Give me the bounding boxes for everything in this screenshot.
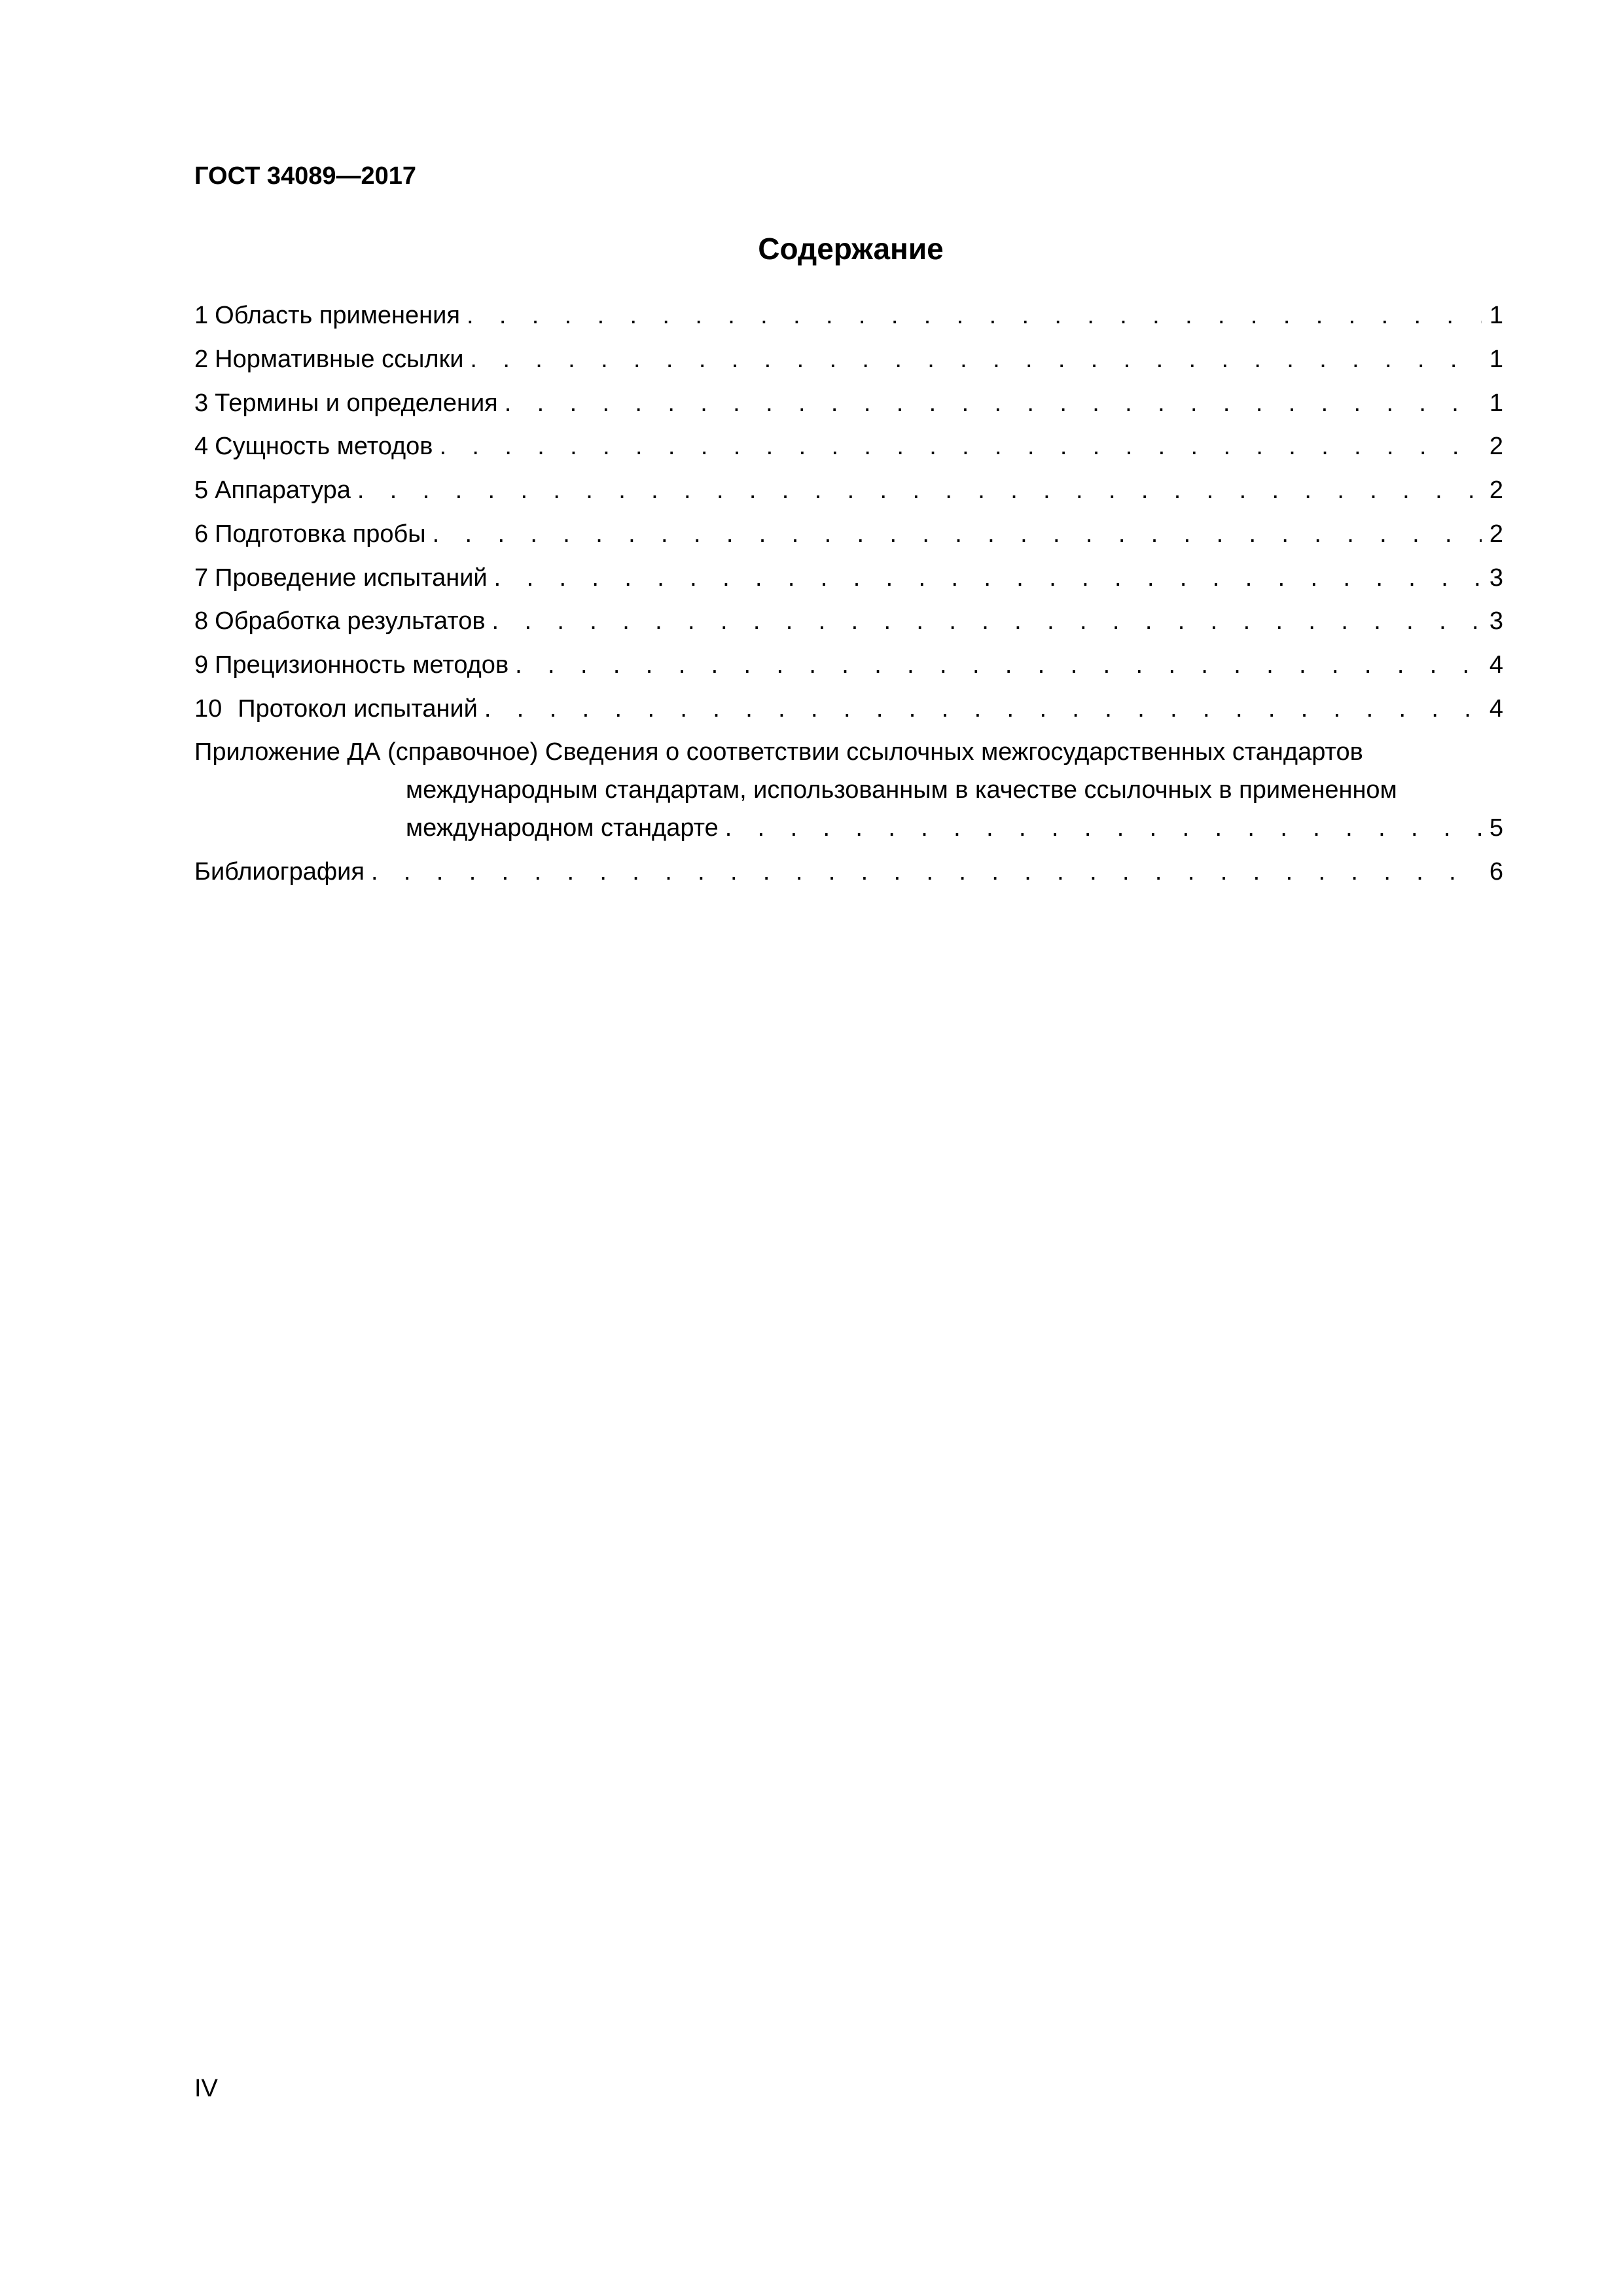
- toc-appendix-label: международном стандарте: [406, 814, 719, 842]
- toc-bibliography-label: Библиография: [194, 858, 365, 886]
- page-number: IV: [194, 2075, 218, 2102]
- toc-item-number: 8: [194, 607, 209, 635]
- toc-item[interactable]: [194, 429, 1503, 464]
- toc-bibliography-page: 6: [1489, 858, 1503, 886]
- toc-item-page: 2: [1489, 476, 1503, 504]
- toc-item-number: 6: [194, 520, 209, 548]
- toc-dot-leader: [460, 298, 1482, 333]
- toc-item-label: Область применения: [215, 302, 460, 329]
- toc-item[interactable]: [194, 473, 1503, 508]
- toc-item[interactable]: [194, 298, 1503, 333]
- toc-item-page: 1: [1489, 302, 1503, 329]
- toc-item-number: 5: [194, 476, 209, 504]
- toc-item-page: 4: [1489, 651, 1503, 679]
- toc-item[interactable]: [194, 560, 1503, 596]
- toc-item-page: 4: [1489, 695, 1503, 723]
- toc-item[interactable]: [194, 342, 1503, 377]
- toc-item-page: 1: [1489, 389, 1503, 417]
- toc-item-label: Обработка результатов: [215, 607, 486, 635]
- toc-item-label: Термины и определения: [215, 389, 498, 417]
- toc-item-number: 7: [194, 564, 209, 592]
- toc-item-page: 2: [1489, 520, 1503, 548]
- toc-item[interactable]: [194, 516, 1503, 552]
- toc-dot-leader: [463, 342, 1481, 377]
- toc-dot-leader: [433, 429, 1482, 464]
- page-title: Содержание: [758, 232, 944, 266]
- toc-dot-leader: [365, 854, 1482, 889]
- toc-dot-leader: [498, 386, 1482, 421]
- toc-item-label: Нормативные ссылки: [215, 346, 464, 373]
- toc-appendix-page: 5: [1489, 814, 1503, 842]
- toc-item[interactable]: [194, 386, 1503, 421]
- toc-dot-leader: [426, 516, 1482, 552]
- toc-appendix-line-1[interactable]: Приложение ДА (справочное) Сведения о соответствии ссылочных межгосударственных стандартов: [194, 738, 1363, 766]
- toc-item-number: 4: [194, 433, 209, 460]
- toc-bibliography[interactable]: [194, 854, 1503, 889]
- toc-item-page: 2: [1489, 433, 1503, 460]
- toc-item-number: 2: [194, 346, 209, 373]
- toc-item-label: Проведение испытаний: [215, 564, 488, 592]
- toc-item-number: 3: [194, 389, 209, 417]
- table-of-contents: [194, 0, 1503, 2296]
- toc-item-label: Протокол испытаний: [238, 695, 478, 723]
- toc-item-page: 3: [1489, 607, 1503, 635]
- toc-item-label: Прецизионность методов: [215, 651, 509, 679]
- toc-item[interactable]: [194, 647, 1503, 683]
- toc-item-number: 1: [194, 302, 209, 329]
- toc-item-number: 9: [194, 651, 209, 679]
- toc-item-page: 1: [1489, 346, 1503, 373]
- toc-dot-leader: [508, 647, 1482, 683]
- toc-dot-leader: [351, 473, 1482, 508]
- toc-item-label: Аппаратура: [215, 476, 351, 504]
- toc-dot-leader: [488, 560, 1482, 596]
- document-header: ГОСТ 34089—2017: [194, 162, 417, 190]
- toc-item-label: Сущность методов: [215, 433, 433, 460]
- toc-item[interactable]: [194, 603, 1503, 639]
- toc-dot-leader: [478, 691, 1482, 726]
- toc-item-label: Подготовка пробы: [215, 520, 426, 548]
- toc-dot-leader: [719, 810, 1482, 846]
- toc-appendix-line-3[interactable]: [406, 810, 1503, 846]
- toc-item-page: 3: [1489, 564, 1503, 592]
- toc-item[interactable]: [194, 691, 1503, 726]
- toc-appendix-line-2[interactable]: международным стандартам, использованным в качестве ссылочных в примененном: [406, 776, 1397, 804]
- toc-dot-leader: [486, 603, 1482, 639]
- toc-item-number: 10: [194, 695, 223, 723]
